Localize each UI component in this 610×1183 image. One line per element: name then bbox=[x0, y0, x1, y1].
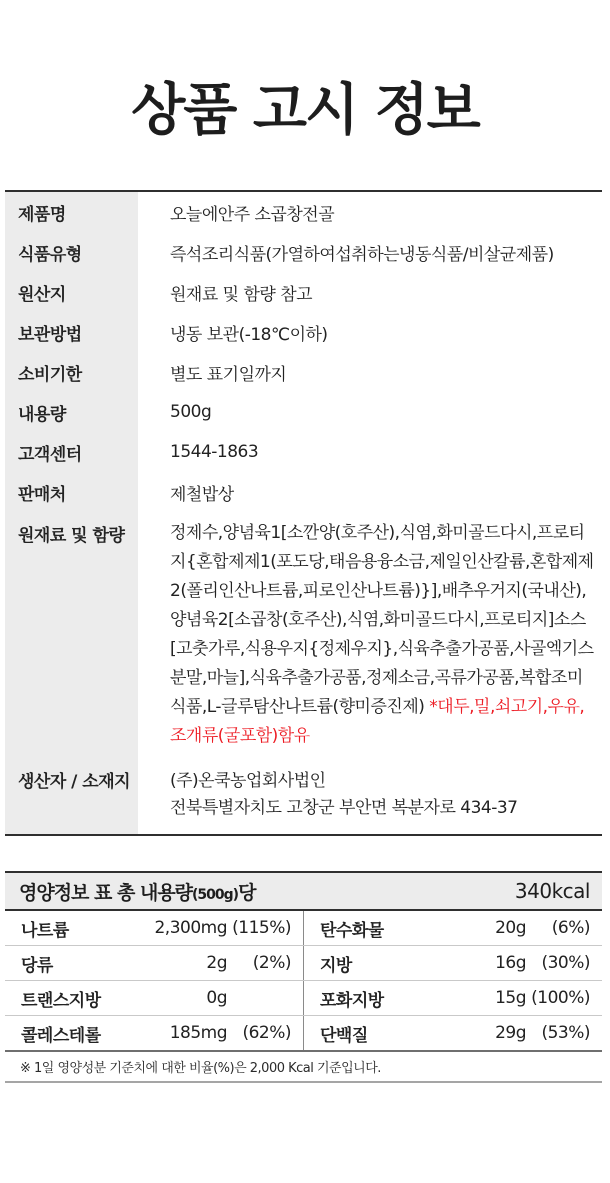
nutrition-row bbox=[5, 946, 602, 981]
row-value: 별도 표기일까지 bbox=[170, 364, 287, 385]
row-label: 내용량 bbox=[5, 392, 138, 432]
nutrient-label: 지방 bbox=[320, 955, 352, 976]
nutrient-percent: (6%) bbox=[551, 918, 590, 938]
table-row bbox=[5, 272, 602, 312]
row-value: 1544-1863 bbox=[170, 442, 259, 462]
table-row bbox=[5, 472, 602, 512]
row-value bbox=[138, 758, 602, 834]
nutrient-amount: 16g bbox=[495, 953, 526, 973]
row-value: 오늘에안주 소곱창전골 bbox=[170, 204, 335, 225]
row-value: 원재료 및 함량 참고 bbox=[170, 284, 313, 305]
table-row bbox=[5, 512, 602, 758]
table-row bbox=[5, 758, 602, 834]
kcal-value: 340kcal bbox=[514, 879, 590, 903]
table-row bbox=[5, 312, 602, 352]
nutrition-row bbox=[5, 911, 602, 946]
row-value: 냉동 보관(-18℃이하) bbox=[170, 324, 328, 345]
nutrient-percent: (115%) bbox=[232, 918, 291, 938]
nutrition-cell bbox=[5, 911, 304, 945]
ingredients-text: 정제수,양념육1[소깐양(호주산),식염,화미골드다시,프로티지{혼합제제1(포도당,태음용융소금,제일인산칼륨,혼합제제2(폴리인산나트륨,피로인산나트륨)}],배추우거지(국내산),양념육2[소곱창(호주산),식염,화미골드다시,프로티지]소스[고춧가루,식용우지{정제우지},식육추출가공품,사골엑기스분말,마늘],식육추출가공품,정제소금,곡류가공품,복합조미식품,L-글루탐산나트륨(향미증진제) bbox=[170, 523, 594, 717]
nutrition-header bbox=[5, 871, 602, 911]
row-label: 원재료 및 함량 bbox=[5, 512, 138, 758]
producer-address: 전북특별자치도 고창군 부안면 복분자로 434-37 bbox=[170, 798, 518, 818]
row-value: 500g bbox=[170, 402, 212, 422]
nutrient-amount: 2,300mg bbox=[154, 918, 227, 938]
table-row bbox=[5, 352, 602, 392]
nutrition-table bbox=[5, 871, 602, 1083]
nutrition-title-main: 영양정보 표 총 내용량 bbox=[19, 881, 193, 904]
row-label: 원산지 bbox=[5, 272, 138, 312]
allergen-text: *대두,밀,쇠고기,우유,조개류(굴포함)함유 bbox=[170, 697, 585, 746]
nutrition-cell bbox=[5, 946, 304, 980]
nutrient-amount: 185mg bbox=[169, 1023, 227, 1043]
row-label: 보관방법 bbox=[5, 312, 138, 352]
table-row bbox=[5, 232, 602, 272]
nutrition-cell bbox=[5, 981, 304, 1015]
nutrition-row bbox=[5, 1016, 602, 1050]
nutrient-amount: 2g bbox=[206, 953, 227, 973]
nutrient-label: 단백질 bbox=[320, 1025, 368, 1046]
table-row bbox=[5, 432, 602, 472]
table-row bbox=[5, 392, 602, 432]
nutrition-footnote: ※ 1일 영양성분 기준치에 대한 비율(%)은 2,000 Kcal 기준입니다. bbox=[5, 1050, 602, 1083]
nutrition-cell bbox=[5, 1016, 304, 1050]
nutrition-cell bbox=[304, 981, 602, 1015]
row-label: 제품명 bbox=[5, 192, 138, 232]
nutrient-label: 탄수화물 bbox=[320, 920, 384, 941]
row-label: 식품유형 bbox=[5, 232, 138, 272]
nutrient-amount: 29g bbox=[495, 1023, 526, 1043]
nutrient-label: 당류 bbox=[21, 955, 53, 976]
nutrient-percent: (2%) bbox=[252, 953, 291, 973]
row-label: 생산자 / 소재지 bbox=[5, 758, 138, 834]
nutrition-cell bbox=[304, 946, 602, 980]
nutrient-percent: (100%) bbox=[531, 988, 590, 1008]
table-row bbox=[5, 192, 602, 232]
producer-name: (주)온쿡농업회사법인 bbox=[170, 771, 326, 791]
row-value: 제철밥상 bbox=[170, 484, 234, 505]
nutrient-amount: 15g bbox=[495, 988, 526, 1008]
nutrition-title-suffix: 당 bbox=[238, 881, 256, 904]
row-value bbox=[138, 512, 602, 758]
nutrition-title-serving: (500g) bbox=[192, 886, 239, 903]
nutrition-cell bbox=[304, 911, 602, 945]
nutrient-label: 나트륨 bbox=[21, 920, 69, 941]
nutrient-amount: 0g bbox=[206, 988, 227, 1008]
nutrition-title bbox=[19, 878, 255, 905]
row-label: 소비기한 bbox=[5, 352, 138, 392]
nutrient-percent: (53%) bbox=[541, 1023, 590, 1043]
nutrient-amount: 20g bbox=[495, 918, 526, 938]
row-label: 판매처 bbox=[5, 472, 138, 512]
row-value: 즉석조리식품(가열하여섭취하는냉동식품/비살균제품) bbox=[170, 244, 554, 265]
nutrient-percent: (30%) bbox=[541, 953, 590, 973]
nutrition-cell bbox=[304, 1016, 602, 1050]
nutrient-label: 포화지방 bbox=[320, 990, 384, 1011]
row-label: 고객센터 bbox=[5, 432, 138, 472]
nutrient-label: 콜레스테롤 bbox=[21, 1025, 101, 1046]
nutrient-label: 트랜스지방 bbox=[21, 990, 101, 1011]
nutrition-row bbox=[5, 981, 602, 1016]
product-info-table bbox=[5, 190, 602, 836]
nutrient-percent: (62%) bbox=[242, 1023, 291, 1043]
page-title: 상품 고시 정보 bbox=[131, 78, 479, 143]
